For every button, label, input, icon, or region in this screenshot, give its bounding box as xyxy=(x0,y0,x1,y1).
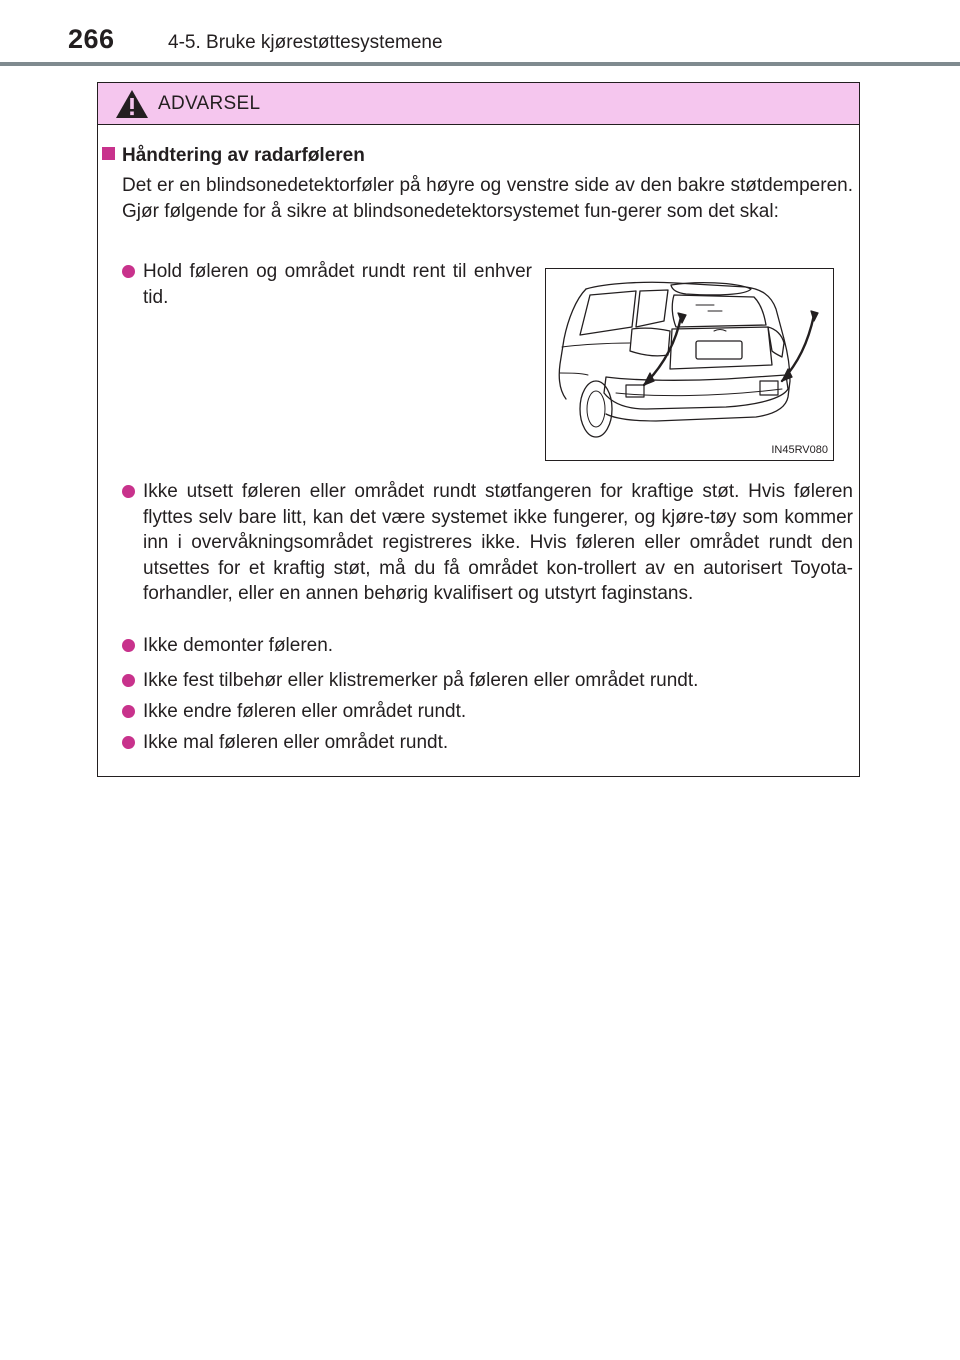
page-number: 266 xyxy=(68,24,115,54)
list-item-text: Ikke mal føleren eller området rundt. xyxy=(143,732,449,753)
warning-title: ADVARSEL xyxy=(158,93,261,114)
header-rule xyxy=(0,62,960,66)
bullet-icon xyxy=(122,736,135,749)
bullet-icon xyxy=(122,265,135,278)
figure-code: IN45RV080 xyxy=(771,444,828,456)
warning-heading-text: Håndtering av radarføleren xyxy=(122,145,365,166)
list-item xyxy=(122,730,853,756)
warning-box xyxy=(97,82,860,777)
list-item-text: Ikke demonter føleren. xyxy=(143,635,334,656)
car-rear-figure xyxy=(545,268,834,461)
section-title: 4-5. Bruke kjørestøttesystemene xyxy=(168,32,443,53)
intro-paragraph: Det er en blindsonedetektorføler på høyre og venstre side av den bakre støtdemperen. Gjør følgende for å sikre at blindsonedetektorsystemet fun-gerer som det skal: xyxy=(122,175,853,222)
bullet-icon xyxy=(122,485,135,498)
warning-heading xyxy=(102,145,365,167)
list-item-text: Ikke fest tilbehør eller klistremerker på føleren eller området rundt. xyxy=(143,670,699,691)
bullet-icon xyxy=(122,674,135,687)
list-item xyxy=(122,699,853,725)
list-item-text: Ikke utsett føleren eller området rundt støtfangeren for kraftige støt. Hvis føleren flyttes selv bare litt, kan det være systemet ikke fungerer, og kjøre-tøy som kommer inn i overvåkningsområdet registreres ikke. Hvis føleren eller området rundt den utsettes for et kraftig støt, må du få området kon-trollert av en autorisert Toyota-forhandler, eller en annen behørig kvalifisert og utstyrt faginstans. xyxy=(143,481,853,604)
list-item xyxy=(122,633,853,659)
list-item-text: Ikke endre føleren eller området rundt. xyxy=(143,701,467,722)
car-rear-illustration xyxy=(546,269,833,460)
warning-header xyxy=(98,83,859,125)
list-item-text: Hold føleren og området rundt rent til enhver tid. xyxy=(143,261,532,308)
bullet-icon xyxy=(122,639,135,652)
list-item xyxy=(122,668,853,694)
heading-square-icon xyxy=(102,147,115,160)
list-item xyxy=(122,479,853,607)
warning-triangle-icon xyxy=(115,89,149,119)
page-header xyxy=(0,0,960,70)
list-item xyxy=(122,259,532,310)
bullet-icon xyxy=(122,705,135,718)
